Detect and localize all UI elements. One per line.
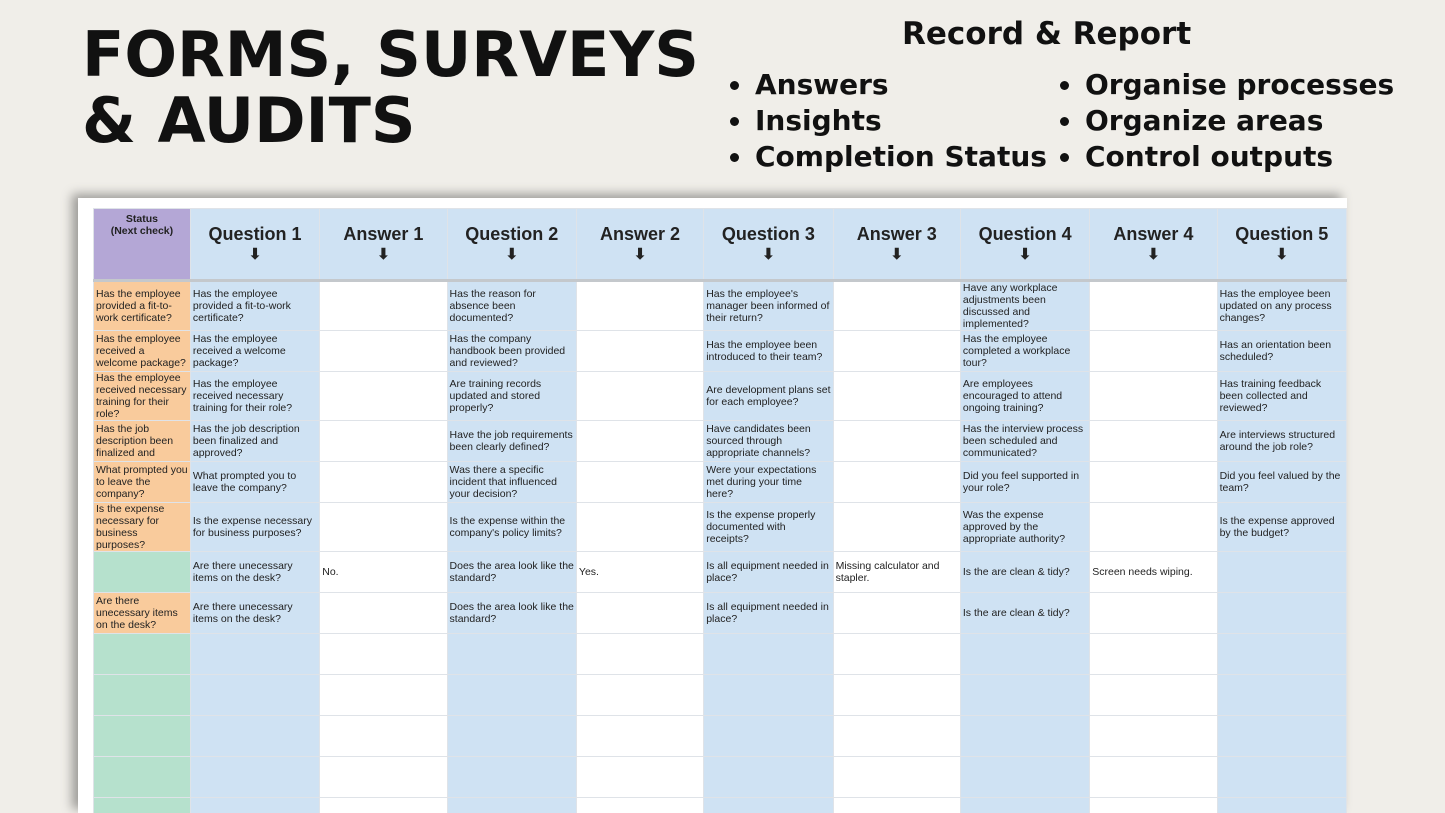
spreadsheet-window — [78, 198, 1347, 813]
question-cell[interactable] — [1217, 798, 1346, 813]
answer-cell[interactable] — [320, 675, 447, 716]
question-cell[interactable]: Has the employee completed a workplace tour? — [960, 331, 1089, 372]
column-header-label: Answer 1 — [343, 224, 424, 244]
header-row — [94, 209, 1347, 281]
question-cell[interactable]: Has the reason for absence been documented? — [447, 281, 576, 331]
question-cell[interactable] — [960, 716, 1089, 757]
answer-cell[interactable] — [320, 503, 447, 552]
answer-cell[interactable] — [576, 593, 703, 634]
question-cell[interactable] — [704, 675, 833, 716]
answer-cell[interactable] — [320, 757, 447, 798]
table-row — [94, 503, 1347, 552]
question-cell[interactable]: Has the employee provided a fit-to-work certificate? — [190, 281, 319, 331]
question-cell[interactable]: Is the expense properly documented with receipts? — [704, 503, 833, 552]
answer-cell[interactable] — [320, 716, 447, 757]
answer-cell[interactable] — [576, 634, 703, 675]
answer-cell[interactable] — [320, 281, 447, 331]
answer-cell[interactable] — [320, 372, 447, 421]
status-cell[interactable] — [94, 757, 191, 798]
survey-table — [93, 208, 1347, 813]
status-cell[interactable]: Has the employee provided a fit-to-work certificate? — [94, 281, 191, 331]
table-row — [94, 421, 1347, 462]
status-cell[interactable]: Is the expense necessary for business purposes? — [94, 503, 191, 552]
feature-item: Organize areas — [1057, 103, 1394, 139]
answer-cell[interactable] — [1090, 634, 1217, 675]
column-header-9[interactable] — [1217, 209, 1346, 281]
feature-list-left — [727, 67, 1047, 175]
answer-cell[interactable]: Yes. — [576, 552, 703, 593]
answer-cell[interactable] — [1090, 503, 1217, 552]
question-cell[interactable] — [1217, 716, 1346, 757]
arrow-down-icon: ⬇ — [377, 246, 390, 263]
question-cell[interactable] — [190, 798, 319, 813]
answer-cell[interactable] — [833, 421, 960, 462]
answer-cell[interactable] — [833, 757, 960, 798]
answer-cell[interactable] — [576, 757, 703, 798]
question-cell[interactable] — [447, 675, 576, 716]
column-header-3[interactable] — [447, 209, 576, 281]
question-cell[interactable]: Has an orientation been scheduled? — [1217, 331, 1346, 372]
column-header-4[interactable] — [576, 209, 703, 281]
empty-row — [94, 634, 1347, 675]
question-cell[interactable] — [447, 798, 576, 813]
question-cell[interactable]: Were your expectations met during your time here? — [704, 462, 833, 503]
answer-cell[interactable] — [1090, 716, 1217, 757]
question-cell[interactable]: Is all equipment needed in place? — [704, 593, 833, 634]
status-cell[interactable] — [94, 798, 191, 813]
headline-line-2: & AUDITS — [82, 84, 416, 157]
question-cell[interactable]: Have candidates been sourced through appropriate channels? — [704, 421, 833, 462]
column-header-label: Question 5 — [1235, 224, 1329, 244]
answer-cell[interactable] — [833, 462, 960, 503]
answer-cell[interactable] — [1090, 372, 1217, 421]
question-cell[interactable]: What prompted you to leave the company? — [190, 462, 319, 503]
answer-cell[interactable]: No. — [320, 552, 447, 593]
status-cell[interactable]: Has the job description been finalized and — [94, 421, 191, 462]
question-cell[interactable] — [960, 634, 1089, 675]
arrow-down-icon: ⬇ — [248, 246, 262, 263]
question-cell[interactable]: Did you feel supported in your role? — [960, 462, 1089, 503]
question-cell[interactable]: Has the employee been updated on any process changes? — [1217, 281, 1346, 331]
answer-cell[interactable] — [1090, 281, 1217, 331]
answer-cell[interactable] — [576, 462, 703, 503]
status-cell[interactable] — [94, 552, 191, 593]
column-header-7[interactable] — [960, 209, 1089, 281]
column-header-label: Answer 2 — [600, 224, 681, 244]
answer-cell[interactable] — [320, 421, 447, 462]
arrow-down-icon: ⬇ — [890, 246, 904, 263]
spreadsheet-grid — [93, 208, 1347, 813]
question-cell[interactable] — [190, 716, 319, 757]
answer-cell[interactable] — [1090, 675, 1217, 716]
question-cell[interactable]: Is the are clean & tidy? — [960, 593, 1089, 634]
question-cell[interactable]: Is the expense within the company's policy limits? — [447, 503, 576, 552]
answer-cell[interactable] — [320, 331, 447, 372]
column-header-8[interactable] — [1090, 209, 1217, 281]
answer-cell[interactable] — [576, 421, 703, 462]
question-cell[interactable]: Are development plans set for each employee? — [704, 372, 833, 421]
table-row — [94, 552, 1347, 593]
question-cell[interactable]: Are there unecessary items on the desk? — [190, 552, 319, 593]
question-cell[interactable]: Has the employee received a welcome package? — [190, 331, 319, 372]
column-header-6[interactable] — [833, 209, 960, 281]
question-cell[interactable] — [1217, 757, 1346, 798]
answer-cell[interactable] — [576, 798, 703, 813]
answer-cell[interactable] — [833, 372, 960, 421]
answer-cell[interactable] — [576, 372, 703, 421]
answer-cell[interactable] — [833, 798, 960, 813]
question-cell[interactable] — [1217, 634, 1346, 675]
table-row — [94, 281, 1347, 331]
column-header-5[interactable] — [704, 209, 833, 281]
question-cell[interactable]: Are there unecessary items on the desk? — [190, 593, 319, 634]
status-cell[interactable] — [94, 675, 191, 716]
question-cell[interactable]: Does the area look like the standard? — [447, 593, 576, 634]
question-cell[interactable]: Has the interview process been scheduled and communicated? — [960, 421, 1089, 462]
question-cell[interactable] — [960, 798, 1089, 813]
status-cell[interactable]: Has the employee received necessary training for their role? — [94, 372, 191, 421]
status-cell[interactable]: What prompted you to leave the company? — [94, 462, 191, 503]
answer-cell[interactable] — [576, 503, 703, 552]
question-cell[interactable]: Was the expense approved by the appropriate authority? — [960, 503, 1089, 552]
feature-item: Answers — [727, 67, 1047, 103]
question-cell[interactable] — [447, 634, 576, 675]
answer-cell[interactable] — [576, 331, 703, 372]
answer-cell[interactable] — [1090, 593, 1217, 634]
status-cell[interactable]: Are there unecessary items on the desk? — [94, 593, 191, 634]
answer-cell[interactable] — [1090, 798, 1217, 813]
table-row — [94, 593, 1347, 634]
column-header-label: Answer 3 — [856, 224, 937, 244]
question-cell[interactable] — [190, 757, 319, 798]
answer-cell[interactable]: Screen needs wiping. — [1090, 552, 1217, 593]
question-cell[interactable]: Has the employee's manager been informed of their return? — [704, 281, 833, 331]
question-cell[interactable]: Did you feel valued by the team? — [1217, 462, 1346, 503]
question-cell[interactable] — [704, 757, 833, 798]
question-cell[interactable] — [190, 675, 319, 716]
feature-item: Insights — [727, 103, 1047, 139]
status-header-label: Status (Next check) — [110, 213, 174, 237]
empty-row — [94, 798, 1347, 813]
answer-cell[interactable] — [1090, 331, 1217, 372]
feature-list-right — [1057, 67, 1394, 175]
feature-item: Completion Status — [727, 139, 1047, 175]
arrow-down-icon: ⬇ — [505, 246, 519, 263]
answer-cell[interactable] — [1090, 757, 1217, 798]
question-cell[interactable]: Is the are clean & tidy? — [960, 552, 1089, 593]
question-cell[interactable]: Has the company handbook been provided and reviewed? — [447, 331, 576, 372]
column-header-label: Question 2 — [465, 224, 559, 244]
status-cell[interactable]: Has the employee received a welcome package? — [94, 331, 191, 372]
question-cell[interactable] — [704, 716, 833, 757]
question-cell[interactable]: Have the job requirements been clearly defined? — [447, 421, 576, 462]
table-row — [94, 331, 1347, 372]
status-cell[interactable] — [94, 634, 191, 675]
question-cell[interactable] — [447, 757, 576, 798]
question-cell[interactable] — [190, 634, 319, 675]
answer-cell[interactable] — [1090, 462, 1217, 503]
column-header-label: Question 1 — [208, 224, 302, 244]
question-cell[interactable]: Have any workplace adjustments been discussed and implemented? — [960, 281, 1089, 331]
answer-cell[interactable] — [1090, 421, 1217, 462]
answer-cell[interactable] — [320, 462, 447, 503]
question-cell[interactable]: Are training records updated and stored properly? — [447, 372, 576, 421]
question-cell[interactable]: Has training feedback been collected and reviewed? — [1217, 372, 1346, 421]
answer-cell[interactable] — [576, 281, 703, 331]
question-cell[interactable]: Are employees encouraged to attend ongoing training? — [960, 372, 1089, 421]
question-cell[interactable] — [960, 757, 1089, 798]
status-column-header[interactable] — [94, 209, 191, 281]
question-cell[interactable] — [1217, 552, 1346, 593]
question-cell[interactable]: Is the expense necessary for business purposes? — [190, 503, 319, 552]
question-cell[interactable]: Are interviews structured around the job role? — [1217, 421, 1346, 462]
record-report-heading: Record & Report — [902, 16, 1192, 52]
arrow-down-icon: ⬇ — [1018, 246, 1032, 263]
column-header-label: Question 4 — [978, 224, 1072, 244]
answer-cell[interactable] — [576, 675, 703, 716]
table-row — [94, 462, 1347, 503]
question-cell[interactable]: Is all equipment needed in place? — [704, 552, 833, 593]
column-header-label: Answer 4 — [1113, 224, 1194, 244]
column-header-2[interactable] — [320, 209, 447, 281]
question-cell[interactable]: Is the expense approved by the budget? — [1217, 503, 1346, 552]
question-cell[interactable] — [1217, 593, 1346, 634]
question-cell[interactable]: Was there a specific incident that influenced your decision? — [447, 462, 576, 503]
question-cell[interactable] — [1217, 675, 1346, 716]
arrow-down-icon: ⬇ — [762, 246, 775, 263]
question-cell[interactable]: Has the employee received necessary training for their role? — [190, 372, 319, 421]
answer-cell[interactable] — [833, 716, 960, 757]
empty-row — [94, 675, 1347, 716]
column-header-label: Question 3 — [721, 224, 815, 244]
question-cell[interactable] — [704, 634, 833, 675]
question-cell[interactable] — [960, 675, 1089, 716]
answer-cell[interactable] — [833, 675, 960, 716]
question-cell[interactable]: Has the employee been introduced to their team? — [704, 331, 833, 372]
empty-row — [94, 757, 1347, 798]
empty-row — [94, 716, 1347, 757]
arrow-down-icon: ⬇ — [1275, 246, 1289, 263]
answer-cell[interactable] — [320, 798, 447, 813]
arrow-down-icon: ⬇ — [1147, 246, 1160, 263]
question-cell[interactable]: Has the job description been finalized and approved? — [190, 421, 319, 462]
answer-cell[interactable]: Missing calculator and stapler. — [833, 552, 960, 593]
headline-line-1: FORMS, SURVEYS — [82, 18, 699, 91]
feature-item: Control outputs — [1057, 139, 1394, 175]
arrow-down-icon: ⬇ — [633, 246, 647, 263]
page-headline — [82, 18, 699, 157]
question-cell[interactable] — [704, 798, 833, 813]
column-header-1[interactable] — [190, 209, 319, 281]
answer-cell[interactable] — [833, 593, 960, 634]
answer-cell[interactable] — [833, 634, 960, 675]
answer-cell[interactable] — [320, 634, 447, 675]
answer-cell[interactable] — [833, 281, 960, 331]
status-cell[interactable] — [94, 716, 191, 757]
answer-cell[interactable] — [320, 593, 447, 634]
answer-cell[interactable] — [833, 331, 960, 372]
answer-cell[interactable] — [576, 716, 703, 757]
question-cell[interactable] — [447, 716, 576, 757]
answer-cell[interactable] — [833, 503, 960, 552]
question-cell[interactable]: Does the area look like the standard? — [447, 552, 576, 593]
table-row — [94, 372, 1347, 421]
feature-item: Organise processes — [1057, 67, 1394, 103]
